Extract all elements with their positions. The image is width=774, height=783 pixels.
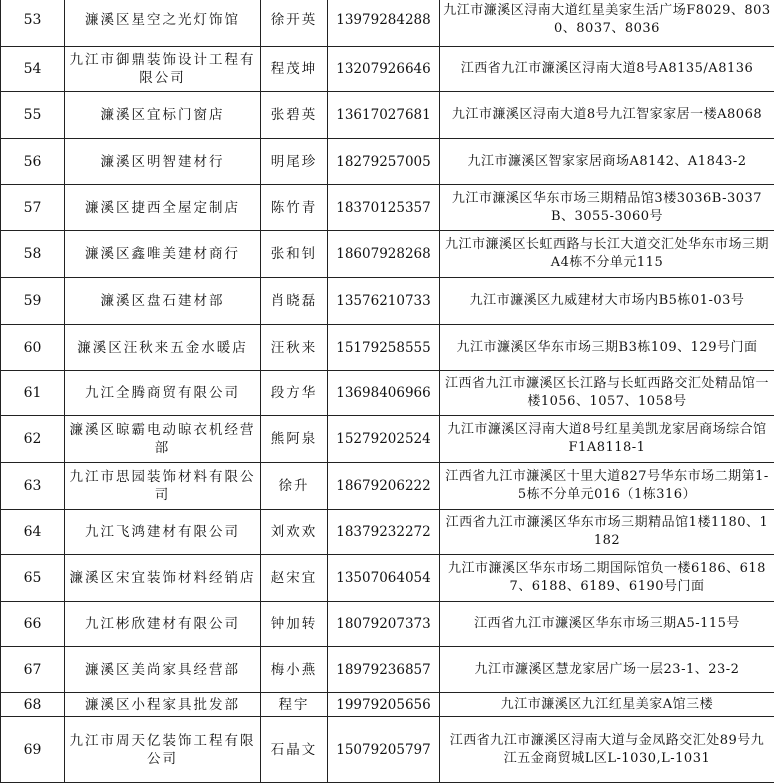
contact-person: 明尾珍: [261, 139, 328, 185]
phone-number: 18379232272: [328, 510, 440, 555]
table-row: [1, 693, 774, 717]
address: 九江市濂溪区华东市场二期国际馆负一楼6186、6187、6188、6189、6190号门面: [440, 555, 774, 602]
phone-number: 13507064054: [328, 555, 440, 602]
row-number: 55: [1, 92, 65, 139]
table-row: [1, 325, 774, 371]
contact-person: 程茂坤: [261, 47, 328, 92]
phone-number: 15079205797: [328, 717, 440, 783]
address: 九江市濂溪区智家家居商场A8142、A1843-2: [440, 139, 774, 185]
row-number: 57: [1, 185, 65, 231]
row-number: 69: [1, 717, 65, 783]
contact-person: 钟加转: [261, 602, 328, 647]
row-number: 66: [1, 602, 65, 647]
address: 九江市濂溪区华东市场三期B3栋109、129号门面: [440, 325, 774, 371]
contact-person: 汪秋来: [261, 325, 328, 371]
phone-number: 13207926646: [328, 47, 440, 92]
contact-person: 石晶文: [261, 717, 328, 783]
phone-number: 19979205656: [328, 693, 440, 717]
shop-name: 濂溪区宋宜装饰材料经销店: [65, 555, 261, 602]
shop-name: 濂溪区小程家具批发部: [65, 693, 261, 717]
contact-person: 陈竹青: [261, 185, 328, 231]
address: 九江市濂溪区浔南大道8号红星美凯龙家居商场综合馆F1A8118-1: [440, 416, 774, 463]
phone-number: 18679206222: [328, 463, 440, 510]
shop-name: 濂溪区鑫唯美建材商行: [65, 231, 261, 278]
row-number: 67: [1, 647, 65, 693]
phone-number: 15179258555: [328, 325, 440, 371]
contact-person: 段方华: [261, 371, 328, 416]
table-row: [1, 47, 774, 92]
contact-person: 徐升: [261, 463, 328, 510]
table-row: [1, 371, 774, 416]
shop-name: 濂溪区汪秋来五金水暖店: [65, 325, 261, 371]
row-number: 59: [1, 278, 65, 325]
table-row: [1, 555, 774, 602]
phone-number: 18370125357: [328, 185, 440, 231]
row-number: 63: [1, 463, 65, 510]
shop-name: 九江飞鸿建材有限公司: [65, 510, 261, 555]
shop-name: 濂溪区晾霸电动晾衣机经营部: [65, 416, 261, 463]
table-row: [1, 139, 774, 185]
contact-person: 赵宋宜: [261, 555, 328, 602]
row-number: 68: [1, 693, 65, 717]
shop-name: 濂溪区明智建材行: [65, 139, 261, 185]
shop-name: 濂溪区宜标门窗店: [65, 92, 261, 139]
phone-number: 13617027681: [328, 92, 440, 139]
address: 九江市濂溪区浔南大道红星美家生活广场F8029、8030、8037、8036: [440, 0, 774, 47]
row-number: 53: [1, 0, 65, 47]
address: 九江市濂溪区华东市场三期精品馆3楼3036B-3037B、3055-3060号: [440, 185, 774, 231]
table-row: [1, 278, 774, 325]
shop-name: 濂溪区星空之光灯饰馆: [65, 0, 261, 47]
table-row: [1, 0, 774, 47]
address: 江西省九江市濂溪区十里大道827号华东市场二期第1-5栋不分单元016（1栋316）: [440, 463, 774, 510]
row-number: 64: [1, 510, 65, 555]
row-number: 60: [1, 325, 65, 371]
shop-name: 九江市御鼎装饰设计工程有限公司: [65, 47, 261, 92]
shop-name: 九江市思园装饰材料有限公司: [65, 463, 261, 510]
address: 江西省九江市濂溪区华东市场三期精品馆1楼1180、1182: [440, 510, 774, 555]
phone-number: 13576210733: [328, 278, 440, 325]
address: 江西省九江市濂溪区浔南大道与金凤路交汇处89号九江五金商贸城L区L-1030,L-1031: [440, 717, 774, 783]
contact-person: 肖晓磊: [261, 278, 328, 325]
shop-name: 九江全腾商贸有限公司: [65, 371, 261, 416]
table-row: [1, 647, 774, 693]
phone-number: 18979236857: [328, 647, 440, 693]
row-number: 54: [1, 47, 65, 92]
contact-person: 熊阿泉: [261, 416, 328, 463]
shop-name: 濂溪区盘石建材部: [65, 278, 261, 325]
contact-person: 张碧英: [261, 92, 328, 139]
shop-name: 九江彬欣建材有限公司: [65, 602, 261, 647]
contact-person: 刘欢欢: [261, 510, 328, 555]
contact-person: 徐开英: [261, 0, 328, 47]
address: 江西省九江市濂溪区浔南大道8号A8135/A8136: [440, 47, 774, 92]
table-row: [1, 510, 774, 555]
address: 九江市濂溪区九威建材大市场内B5栋01-03号: [440, 278, 774, 325]
contact-person: 张和钊: [261, 231, 328, 278]
phone-number: 15279202524: [328, 416, 440, 463]
phone-number: 18607928268: [328, 231, 440, 278]
row-number: 61: [1, 371, 65, 416]
shop-name: 濂溪区美尚家具经营部: [65, 647, 261, 693]
address: 九江市濂溪区长虹西路与长江大道交汇处华东市场三期A4栋不分单元115: [440, 231, 774, 278]
table-row: [1, 463, 774, 510]
contact-person: 程宇: [261, 693, 328, 717]
row-number: 65: [1, 555, 65, 602]
row-number: 62: [1, 416, 65, 463]
shop-name: 九江市周天亿装饰工程有限公司: [65, 717, 261, 783]
phone-number: 13979284288: [328, 0, 440, 47]
row-number: 58: [1, 231, 65, 278]
phone-number: 18279257005: [328, 139, 440, 185]
phone-number: 13698406966: [328, 371, 440, 416]
address: 九江市濂溪区九江红星美家A馆三楼: [440, 693, 774, 717]
shop-name: 濂溪区捷西全屋定制店: [65, 185, 261, 231]
address: 江西省九江市濂溪区长江路与长虹西路交汇处精品馆一楼1056、1057、1058号: [440, 371, 774, 416]
table-row: [1, 185, 774, 231]
address: 九江市濂溪区慧龙家居广场一层23-1、23-2: [440, 647, 774, 693]
table-row: [1, 231, 774, 278]
contact-person: 梅小燕: [261, 647, 328, 693]
table-row: [1, 602, 774, 647]
address: 九江市濂溪区浔南大道8号九江智家家居一楼A8068: [440, 92, 774, 139]
address: 江西省九江市濂溪区华东市场三期A5-115号: [440, 602, 774, 647]
row-number: 56: [1, 139, 65, 185]
phone-number: 18079207373: [328, 602, 440, 647]
table-row: [1, 92, 774, 139]
table-row: [1, 416, 774, 463]
